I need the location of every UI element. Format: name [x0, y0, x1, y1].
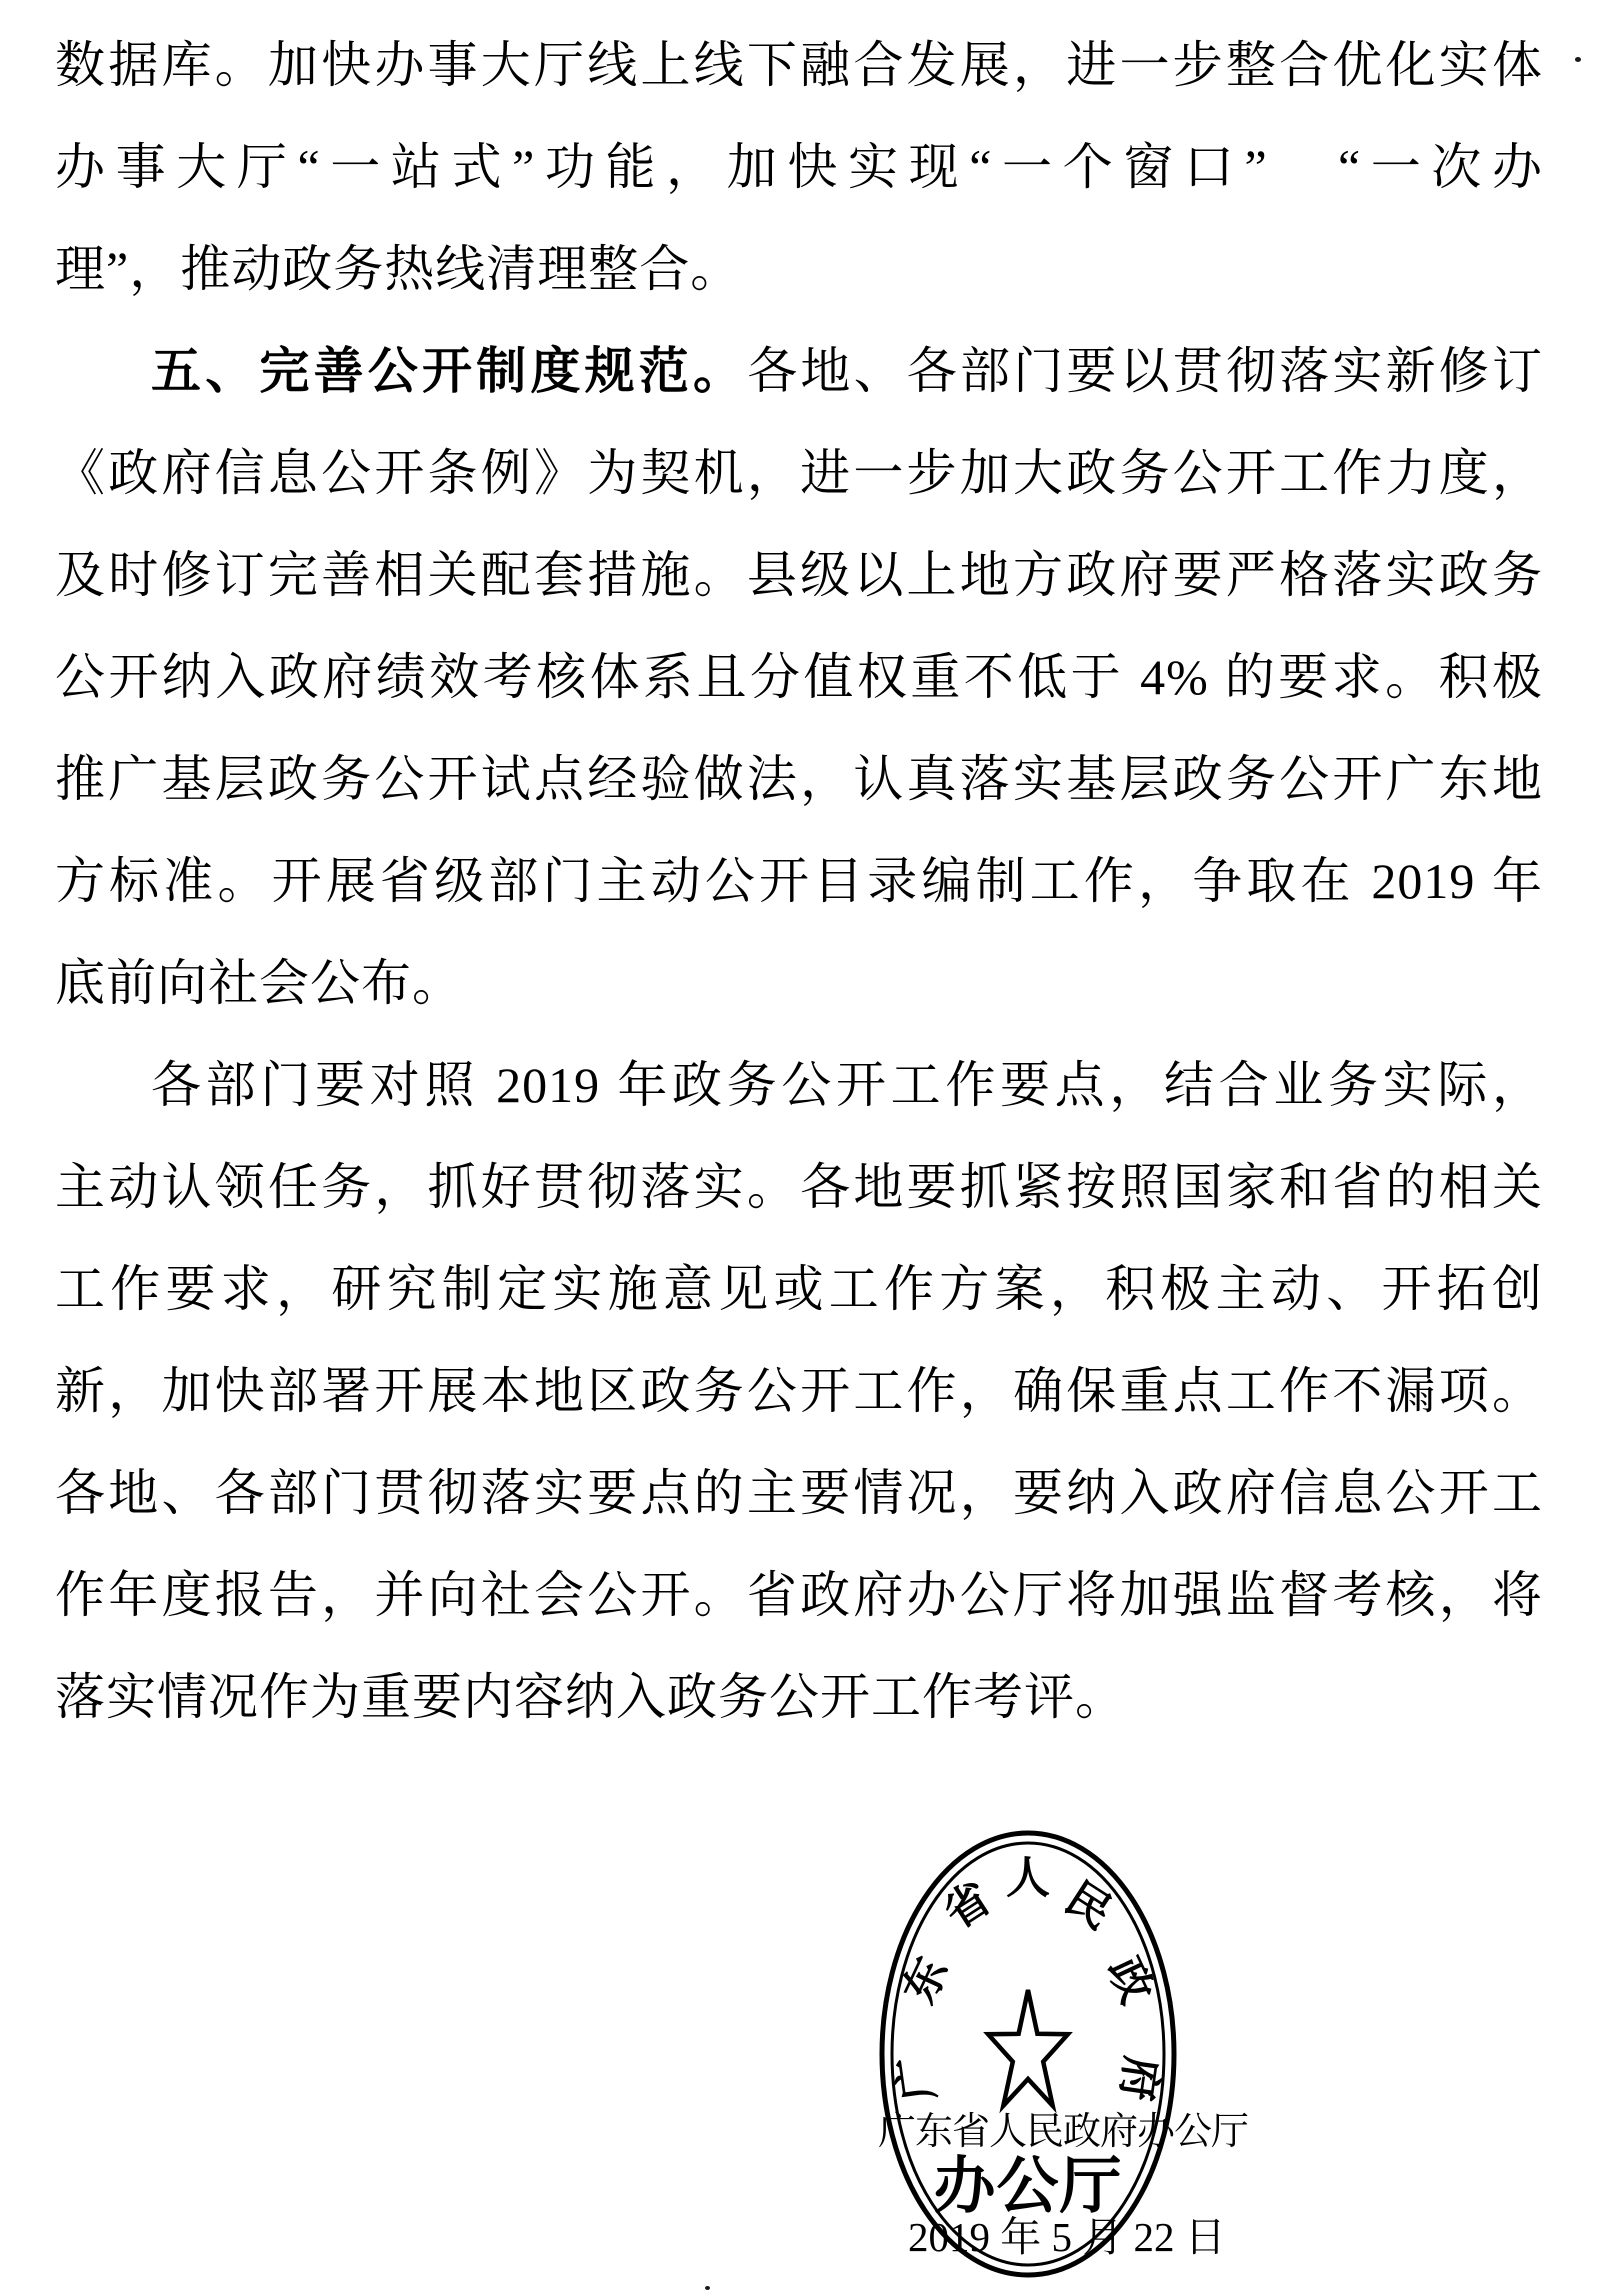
- seal-arc-char: 政: [1098, 1950, 1162, 2011]
- text-line: 新，加快部署开展本地区政务公开工作，确保重点工作不漏项。: [55, 1363, 1543, 1419]
- seal-arc-char: 东: [894, 1950, 958, 2011]
- text-line-heading: [55, 320, 1543, 422]
- text-line: 《政府信息公开条例》为契机，进一步加大政务公开工作力度，: [55, 445, 1543, 501]
- seal-star-icon: [988, 1990, 1068, 2106]
- scan-speck: [705, 2286, 710, 2290]
- text-line: 各地、各部门贯彻落实要点的主要情况，要纳入政府信息公开工: [55, 1465, 1543, 1521]
- text-line: 方标准。开展省级部门主动公开目录编制工作，争取在 2019 年: [55, 853, 1543, 909]
- seal-arc-char: 人: [1006, 1853, 1050, 1903]
- text-line: 主动认领任务，抓好贯彻落实。各地要抓紧按照国家和省的相关: [55, 1159, 1543, 1215]
- text-line: 各部门要对照 2019 年政务公开工作要点，结合业务实际，: [151, 1057, 1543, 1113]
- text-line: 底前向社会公布。: [55, 955, 463, 1011]
- section-heading: 五、完善公开制度规范。: [151, 343, 748, 399]
- text-line: 作年度报告，并向社会公开。省政府办公厅将加强监督考核，将: [55, 1567, 1543, 1623]
- seal-arc-char: 民: [1056, 1873, 1121, 1939]
- body-text: [55, 14, 1543, 1748]
- seal-arc-char: 府: [1111, 2053, 1167, 2104]
- text-line: 落实情况作为重要内容纳入政务公开工作考评。: [55, 1669, 1126, 1725]
- text-line: 办事大厅“一站式”功能，加快实现“一个窗口” “一次办: [55, 139, 1543, 195]
- signature-line: 广东省人民政府办公厅: [878, 2111, 1249, 2153]
- seal-arc-char: 广: [889, 2053, 945, 2104]
- seal-arc-char: 省: [935, 1873, 1000, 1939]
- text-line: 理”，推动政务热线清理整合。: [55, 241, 742, 297]
- text-line: 公开纳入政府绩效考核体系且分值权重不低于 4% 的要求。积极: [55, 649, 1543, 705]
- text-run: 各地、各部门要以贯彻落实新修订: [747, 343, 1544, 399]
- text-line: 工作要求，研究制定实施意见或工作方案，积极主动、开拓创: [55, 1261, 1543, 1317]
- official-seal: [877, 1827, 1187, 2287]
- text-line: 推广基层政务公开试点经验做法，认真落实基层政务公开广东地: [55, 751, 1543, 807]
- text-line: 数据库。加快办事大厅线上线下融合发展，进一步整合优化实体: [55, 37, 1543, 93]
- seal-bottom-text: 办公厅: [933, 2153, 1123, 2221]
- text-line: 及时修订完善相关配套措施。县级以上地方政府要严格落实政务: [55, 547, 1543, 603]
- date-line: 2019 年 5 月 22 日: [908, 2214, 1226, 2260]
- scan-speck: [1575, 57, 1581, 62]
